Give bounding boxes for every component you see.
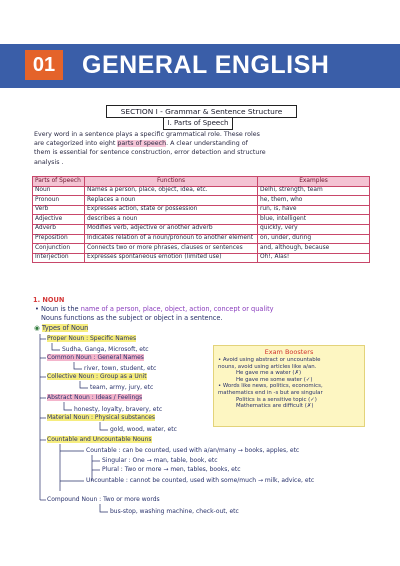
noun-def-line: Nouns functions as the subject or object in a sentence. — [41, 314, 223, 322]
table-cell: Delhi, strength, team — [258, 186, 370, 196]
table-cell: describes a noun — [85, 215, 258, 225]
noun-def-highlight: name of a person, place, object, action, concept or quality — [80, 305, 274, 313]
intro-text: . A clear understanding of — [166, 140, 248, 148]
types-label: Types of Noun — [41, 324, 89, 332]
tree-countable-heading — [47, 436, 152, 443]
tree-branch — [74, 362, 82, 369]
intro-text: are categorized into eight — [34, 140, 118, 148]
tree-branch — [100, 422, 108, 430]
abstract-label: Abstract Noun : Ideas / Feelings — [47, 394, 143, 401]
booster-line: • Words like news, politics, economics, — [218, 383, 323, 390]
table-cell: Expresses action, state or possession — [85, 205, 258, 215]
tree-common-noun — [47, 354, 144, 361]
tree-uncountable: Uncountable : cannot be counted, used with some/much → milk, advice, etc — [86, 477, 315, 484]
table-header: Examples — [258, 177, 370, 187]
noun-def-text: • Noun is the — [35, 305, 81, 313]
check-circle-icon: ◉ — [34, 324, 40, 332]
booster-line: Politics is a sensitive topic (✓) — [236, 396, 317, 403]
noun-heading: 1. NOUN — [33, 296, 65, 304]
exam-boosters-box — [213, 345, 365, 427]
table-cell: Pronoun — [33, 196, 85, 206]
table-cell: Adverb — [33, 224, 85, 234]
table-cell: on, under, during — [258, 234, 370, 244]
tree-plural: Plural : Two or more → men, tables, books, etc — [102, 466, 241, 473]
table-cell: quickly, very — [258, 224, 370, 234]
tree-common-example: river, town, student, etc — [84, 365, 157, 372]
tree-countable: Countable : can be counted, used with a/an/many → books, apples, etc — [86, 447, 300, 454]
table-cell: Adjective — [33, 215, 85, 225]
chapter-title: GENERAL ENGLISH — [82, 51, 330, 79]
tree-proper-noun — [47, 335, 136, 342]
booster-line: Mathematics are difficult (✗) — [236, 403, 314, 410]
section-subtitle: I. Parts of Speech — [163, 118, 233, 130]
table-cell: Names a person, place, object, idea, etc. — [85, 186, 258, 196]
table-cell: Interjection — [33, 253, 85, 263]
tree-abstract-example: honesty, loyalty, bravery, etc — [74, 406, 163, 413]
material-label: Material Noun : Physical substances — [47, 414, 156, 421]
intro-line: analysis . — [34, 158, 64, 166]
table-cell: Preposition — [33, 234, 85, 244]
tree-branch — [80, 381, 88, 388]
boosters-lines — [218, 357, 364, 410]
tree-branch — [52, 343, 60, 350]
table-header: Functions — [85, 177, 258, 187]
tree-compound-noun: Compound Noun : Two or more words — [47, 496, 160, 503]
tree-abstract-noun — [47, 394, 142, 401]
table-cell: Indicates relation of a noun/pronoun to another element — [85, 234, 258, 244]
intro-line: Every word in a sentence plays a specific grammatical role. These roles — [34, 131, 260, 138]
tree-material-noun — [47, 414, 155, 421]
proper-label: Proper Noun : Specific Names — [47, 335, 137, 342]
boosters-title: Exam Boosters — [264, 348, 314, 356]
collective-label: Collective Noun : Group as a Unit — [47, 373, 147, 380]
table-cell: Expresses spontaneous emotion (limited use) — [85, 253, 258, 263]
table-cell: Noun — [33, 186, 85, 196]
table-cell: blue, intelligent — [258, 215, 370, 225]
table-cell: Connects two or more phrases, clauses or sentences — [85, 244, 258, 254]
table-cell: run, is, have — [258, 205, 370, 215]
chapter-number-badge: 01 — [25, 50, 63, 80]
table-header: Parts of Speech — [33, 177, 85, 187]
table-cell: and, although, because — [258, 244, 370, 254]
booster-line: He gave me some water (✓) — [236, 376, 313, 383]
tree-branch — [64, 402, 72, 410]
tree-proper-example: Sudha, Ganga, Microsoft, etc — [62, 346, 149, 353]
booster-line: mathematics end in -s but are singular — [218, 389, 323, 396]
tree-branch — [100, 504, 108, 512]
table-cell: Verb — [33, 205, 85, 215]
tree-collective-noun — [47, 373, 147, 380]
common-label: Common Noun : General Names — [47, 354, 144, 361]
tree-singular: Singular : One → man, table, book, etc — [102, 457, 218, 464]
countable-heading-label: Countable and Uncountable Nouns — [47, 436, 152, 443]
booster-line: He gave me a water (✗) — [236, 370, 302, 377]
highlight-parts-of-speech: parts of speech — [117, 140, 167, 148]
intro-line: them is essential for sentence construction, error detection and structure — [34, 149, 266, 157]
table-cell: he, them, who — [258, 196, 370, 206]
tree-compound-example: bus-stop, washing machine, check-out, etc — [110, 508, 239, 515]
tree-material-example: gold, wood, water, etc — [110, 426, 177, 433]
booster-line: • Avoid using abstract or uncountable — [218, 357, 321, 363]
tree-collective-example: team, army, jury, etc — [90, 384, 154, 391]
booster-line: nouns, avoid using articles like a/an. — [218, 363, 317, 370]
section-title: SECTION I - Grammar & Sentence Structure — [106, 105, 297, 118]
table-cell: Conjunction — [33, 244, 85, 254]
table-cell: Oh!, Alas! — [258, 253, 370, 263]
table-cell: Replaces a noun — [85, 196, 258, 206]
table-cell: Modifies verb, adjective or another adverb — [85, 224, 258, 234]
